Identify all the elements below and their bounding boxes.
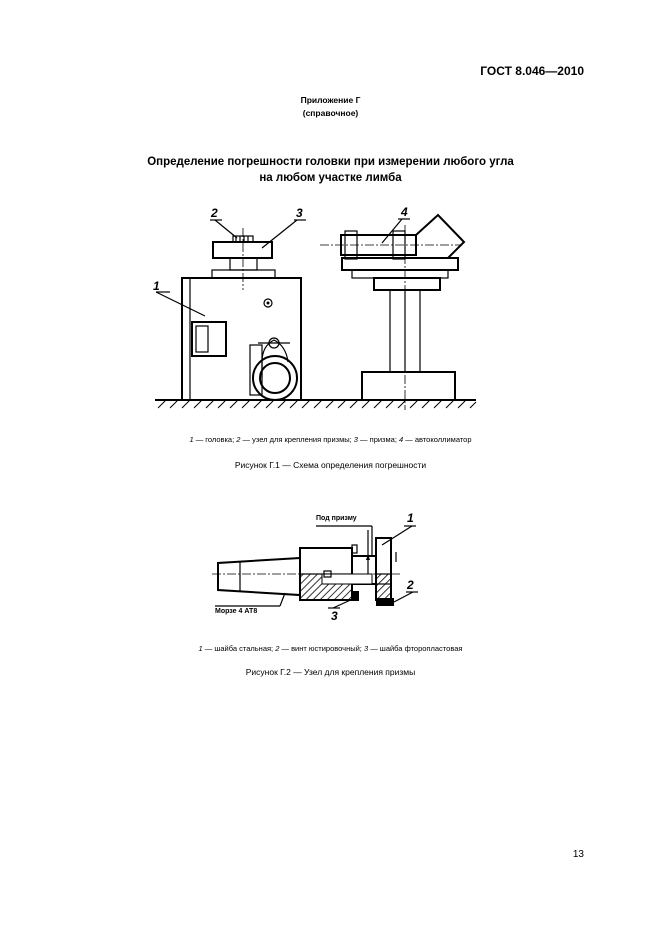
- legend-num: 1: [198, 644, 203, 653]
- legend-text: — головка;: [193, 435, 237, 444]
- morse-taper: [218, 558, 300, 595]
- document-id: ГОСТ 8.046—2010: [480, 64, 584, 78]
- figure-2-legend: [0, 644, 661, 653]
- legend-text: — призма;: [357, 435, 399, 444]
- legend-text: — шайба фторопластовая: [368, 644, 463, 653]
- page-number: 13: [572, 849, 584, 860]
- figure-2-caption: Рисунок Г.2 — Узел для крепления призмы: [245, 667, 416, 677]
- callout-fig2-2: [394, 592, 413, 602]
- fig1-label-3: 3: [296, 206, 303, 220]
- fig1-label-4: 4: [401, 205, 408, 219]
- legend-num: 3: [363, 644, 369, 653]
- fig2-label-3: 3: [331, 609, 338, 623]
- appendix-subtitle: (справочное): [302, 108, 359, 118]
- legend-num: 3: [353, 435, 358, 444]
- callout-fig2-1: [382, 526, 412, 545]
- fig2-label-1: 1: [407, 511, 414, 525]
- fig2-label-2: 2: [407, 578, 414, 592]
- fig1-label-2: 2: [211, 206, 218, 220]
- legend-num: 4: [399, 435, 404, 444]
- legend-text: — винт юстировочный;: [279, 644, 364, 653]
- fig1-label-1: 1: [153, 279, 160, 293]
- section-title-line1: Определение погрешности головки при измерении любого угла: [147, 156, 514, 168]
- legend-num: 1: [189, 435, 194, 444]
- legend-num: 2: [275, 644, 280, 653]
- section-title-line2: на любом участке лимба: [259, 172, 402, 184]
- legend-num: 2: [236, 435, 241, 444]
- figure-1-caption: Рисунок Г.1 — Схема определения погрешности: [234, 460, 427, 470]
- fig2-callout-prism: Под призму: [316, 515, 357, 522]
- appendix-title: Приложение Г: [300, 95, 361, 105]
- legend-text: — узел для крепления призмы;: [240, 435, 354, 444]
- adjust-screw: [376, 598, 394, 606]
- legend-text: — шайба стальная;: [202, 644, 276, 653]
- ptfe-washer: [353, 591, 359, 601]
- legend-text: — автоколлиматор: [403, 435, 472, 444]
- fig2-callout-taper: Морзе 4 АТ8: [215, 608, 258, 615]
